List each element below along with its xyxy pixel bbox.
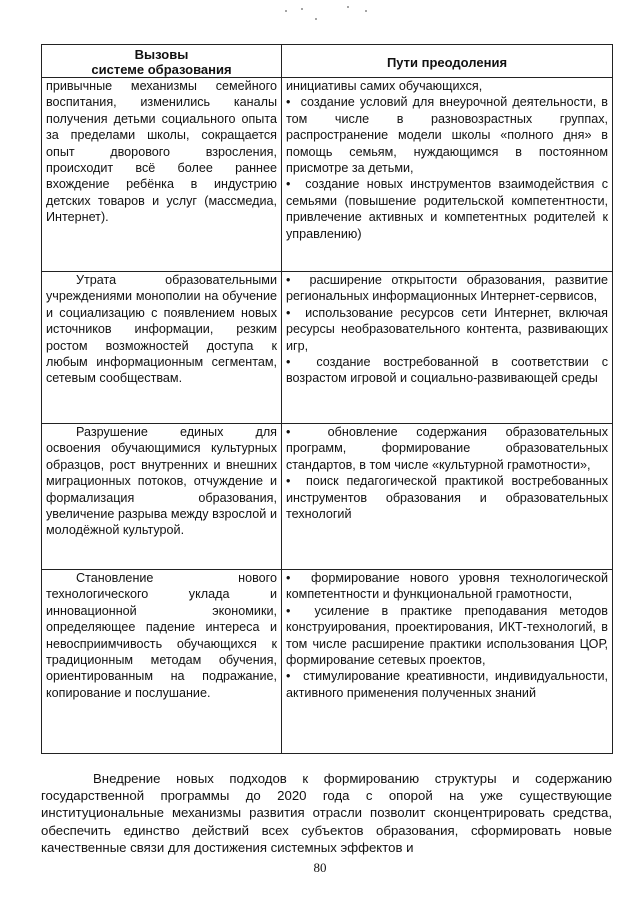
table-row: [42, 78, 613, 272]
header-challenges: Вызовы системе образования: [42, 45, 282, 78]
table-row: [42, 424, 613, 570]
solutions-cell: инициативы самих обучающихся, • создание условий для внеурочной деятельности, в том числе в разновозрастных группах, распространение модели школы «полного дня» в помощь семьям, нуждающимся в постоянном присмотре за детьми, • создание новых инструментов взаимодействия с семьями (повышение родительской компетентности, привлечение активных и компетентных родителей к управлению): [282, 78, 613, 272]
solutions-cell: • формирование нового уровня технологической компетентности и функциональной грамотности, • усиление в практике преподавания методов конструирования, проектирования, ИКТ-технологий, в том числе расширение практики использования ЦОР, формирование сетевых проектов, • стимулирование креативности, индивидуальности, активного применения полученных знаний: [282, 570, 613, 754]
scan-specks: [275, 4, 395, 24]
table-row: [42, 570, 613, 754]
challenge-cell: Утрата образовательными учреждениями монополии на обучение и социализацию с появлением новых источников информации, резким ростом возможностей доступа к любым информационным сегментам, сетевым сообществам.: [42, 272, 282, 424]
challenge-cell: привычные механизмы семейного воспитания, изменились каналы получения детьми социального опыта за пределами школы, сокращается опыт дворового взросления, происходит всё более раннее вхождение ребёнка в индустрию детских товаров и услуг (массмедиа, Интернет).: [42, 78, 282, 272]
table-header-row: [42, 45, 613, 78]
body-paragraph: Внедрение новых подходов к формированию структуры и содержанию государственной программы до 2020 года с опорой на уже существующие институциональные механизмы развития отрасли позволит сконцентрировать средства, обеспечить единство действий всех субъектов образования, сформировать новые качественные связи для достижения системных эффектов и: [41, 771, 612, 855]
challenge-cell: Разрушение единых для освоения обучающимися культурных образцов, рост внутренних и внешних миграционных потоков, отчуждение и формализация образования, увеличение разрыва между взрослой и молодёжной культурой.: [42, 424, 282, 570]
solutions-cell: • расширение открытости образования, развитие региональных информационных Интернет-сервисов, • использование ресурсов сети Интернет, включая ресурсы необразовательного контента, развивающих игр, • создание востребованной в соответствии с возрастом игровой и социально-развивающей среды: [282, 272, 613, 424]
challenges-table: [41, 44, 613, 754]
challenge-cell: Становление нового технологического уклада и инновационной экономики, определяющее падение интереса и невосприимчивость обучающихся к традиционным методам обучения, ориентированным на подражание, копирование и послушание.: [42, 570, 282, 754]
header-solutions: Пути преодоления: [282, 45, 613, 78]
page-number: 80: [313, 860, 327, 875]
solutions-cell: • обновление содержания образовательных программ, формирование образовательных стандартов, в том числе «культурной грамотности», • поиск педагогической практикой востребованных инструментов образования и образовательных технологий: [282, 424, 613, 570]
table-row: [42, 272, 613, 424]
